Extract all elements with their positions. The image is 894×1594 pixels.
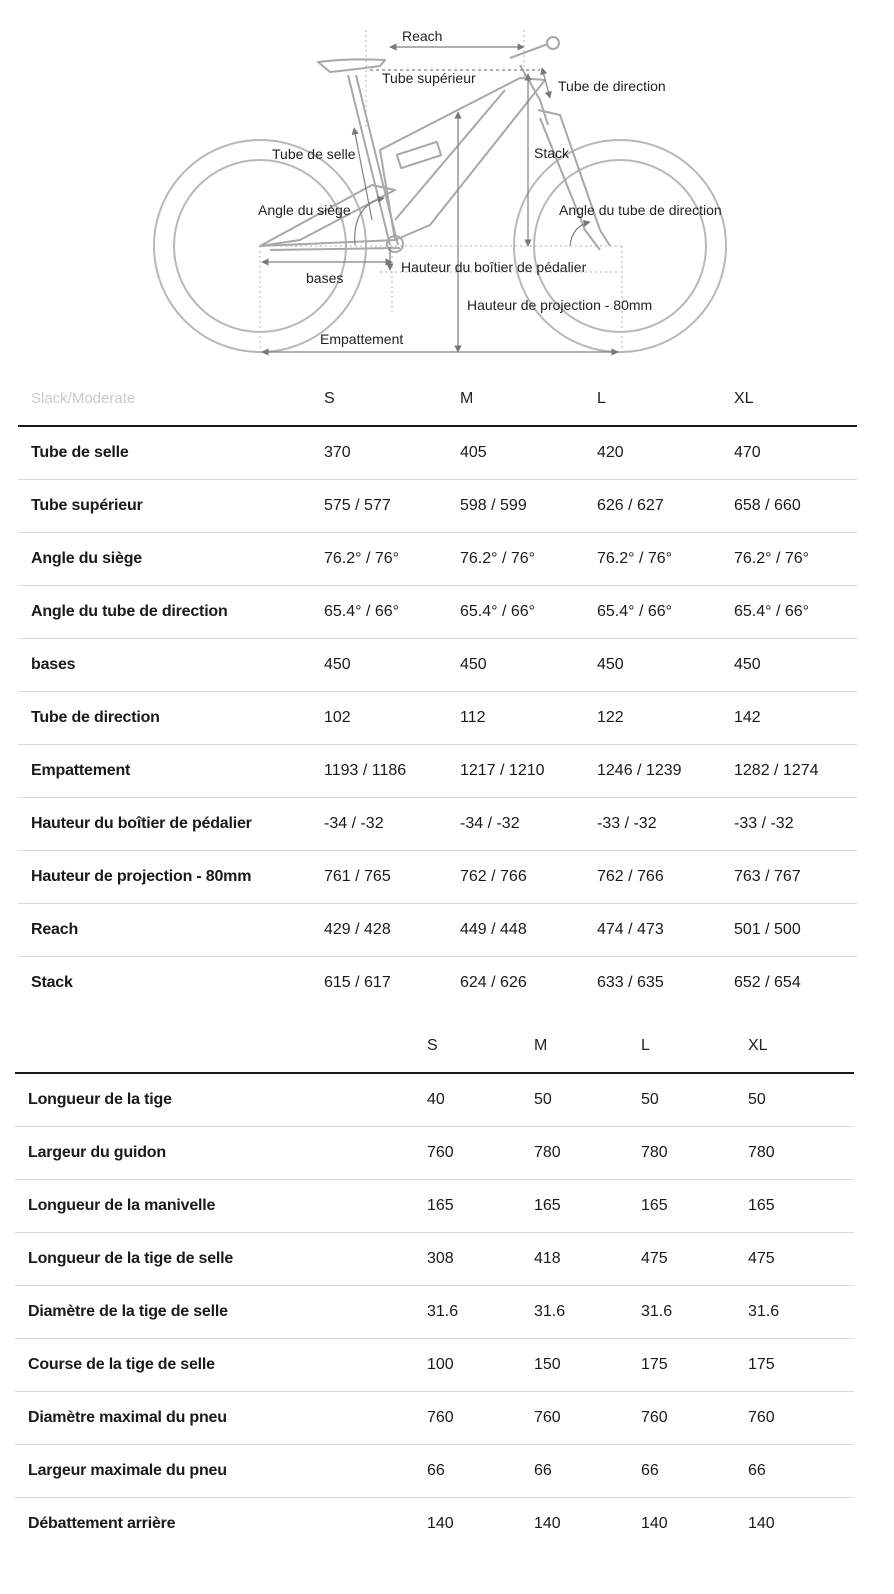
- cell-size-xl: 140: [748, 1514, 775, 1532]
- table-row: [18, 850, 857, 903]
- cell-size-l: 31.6: [641, 1302, 673, 1320]
- table-row: [15, 1126, 854, 1179]
- cell-size-xl: 780: [748, 1143, 775, 1161]
- cell-size-m: 65.4° / 66°: [460, 602, 536, 620]
- cell-size-s: 370: [324, 443, 351, 461]
- components-header-row: [15, 1020, 854, 1073]
- table-row: [18, 479, 857, 532]
- cell-size-s: 429 / 428: [324, 920, 391, 938]
- row-label: Reach: [31, 920, 79, 938]
- label-tube-direction: Tube de direction: [558, 78, 666, 94]
- cell-size-m: 760: [534, 1408, 561, 1426]
- table-row: [15, 1285, 854, 1338]
- row-label: Course de la tige de selle: [28, 1355, 215, 1373]
- table-row: [18, 532, 857, 585]
- table-row: [15, 1391, 854, 1444]
- cell-size-l: 140: [641, 1514, 668, 1532]
- table-row: [18, 585, 857, 638]
- size-header-xl: XL: [748, 1037, 768, 1054]
- table-row: [15, 1073, 854, 1126]
- row-label: Tube supérieur: [31, 496, 143, 514]
- size-header-s: S: [427, 1037, 438, 1054]
- cell-size-l: 165: [641, 1196, 668, 1214]
- cell-size-s: -34 / -32: [324, 814, 384, 832]
- cell-size-xl: 175: [748, 1355, 775, 1373]
- cell-size-m: 31.6: [534, 1302, 566, 1320]
- geometry-corner-label: Slack/Moderate: [31, 390, 136, 407]
- cell-size-l: 66: [641, 1461, 659, 1479]
- label-angle-siege: Angle du siège: [258, 202, 351, 218]
- cell-size-xl: 76.2° / 76°: [734, 549, 810, 567]
- table-row: [18, 426, 857, 479]
- row-label: Largeur maximale du pneu: [28, 1461, 227, 1479]
- label-tube-selle: Tube de selle: [272, 146, 356, 162]
- row-label: Hauteur du boîtier de pédalier: [31, 814, 252, 832]
- cell-size-xl: 50: [748, 1090, 766, 1108]
- size-header-l: L: [641, 1037, 650, 1054]
- table-row: [15, 1497, 854, 1550]
- cell-size-s: 140: [427, 1514, 454, 1532]
- cell-size-l: 50: [641, 1090, 659, 1108]
- label-bases: bases: [306, 270, 344, 286]
- cell-size-m: 780: [534, 1143, 561, 1161]
- cell-size-xl: 760: [748, 1408, 775, 1426]
- cell-size-l: 762 / 766: [597, 867, 664, 885]
- cell-size-s: 615 / 617: [324, 973, 391, 991]
- row-label: Diamètre de la tige de selle: [28, 1302, 228, 1320]
- cell-size-l: 780: [641, 1143, 668, 1161]
- table-row: [18, 797, 857, 850]
- label-hauteur-boitier: Hauteur du boîtier de pédalier: [401, 259, 587, 275]
- cell-size-m: 418: [534, 1249, 561, 1267]
- row-label: Tube de direction: [31, 708, 160, 726]
- cell-size-s: 66: [427, 1461, 445, 1479]
- cell-size-xl: 31.6: [748, 1302, 780, 1320]
- cell-size-xl: 142: [734, 708, 761, 726]
- cell-size-l: 76.2° / 76°: [597, 549, 673, 567]
- cell-size-m: 66: [534, 1461, 552, 1479]
- cell-size-s: 31.6: [427, 1302, 459, 1320]
- geometry-table: [18, 372, 857, 1009]
- components-corner-label: [15, 1020, 427, 1073]
- label-stack: Stack: [534, 145, 570, 161]
- row-label: bases: [31, 655, 76, 673]
- bike-geometry-diagram: [0, 0, 894, 370]
- cell-size-m: 762 / 766: [460, 867, 527, 885]
- label-empattement: Empattement: [320, 331, 404, 347]
- table-row: [15, 1444, 854, 1497]
- cell-size-xl: 475: [748, 1249, 775, 1267]
- cell-size-l: -33 / -32: [597, 814, 657, 832]
- size-header-m: M: [460, 389, 474, 407]
- cell-size-l: 420: [597, 443, 624, 461]
- cell-size-m: 624 / 626: [460, 973, 527, 991]
- cell-size-s: 65.4° / 66°: [324, 602, 400, 620]
- row-label: Angle du tube de direction: [31, 602, 228, 620]
- cell-size-s: 40: [427, 1090, 445, 1108]
- cell-size-s: 100: [427, 1355, 454, 1373]
- cell-size-m: 449 / 448: [460, 920, 527, 938]
- cell-size-xl: 652 / 654: [734, 973, 801, 991]
- cell-size-m: 1217 / 1210: [460, 761, 545, 779]
- geometry-header-row: [18, 372, 857, 426]
- bike-drawing: [0, 0, 894, 370]
- cell-size-s: 760: [427, 1143, 454, 1161]
- row-label: Longueur de la tige: [28, 1090, 172, 1108]
- cell-size-l: 633 / 635: [597, 973, 664, 991]
- cell-size-m: 598 / 599: [460, 496, 527, 514]
- row-label: Diamètre maximal du pneu: [28, 1408, 227, 1426]
- row-label: Stack: [31, 973, 73, 991]
- row-label: Tube de selle: [31, 443, 129, 461]
- cell-size-m: 450: [460, 655, 487, 673]
- components-table: [15, 1020, 854, 1550]
- label-hauteur-projection: Hauteur de projection - 80mm: [467, 297, 653, 313]
- cell-size-l: 122: [597, 708, 624, 726]
- cell-size-xl: 470: [734, 443, 761, 461]
- cell-size-l: 65.4° / 66°: [597, 602, 673, 620]
- cell-size-xl: 66: [748, 1461, 766, 1479]
- cell-size-l: 475: [641, 1249, 668, 1267]
- row-label: Longueur de la tige de selle: [28, 1249, 234, 1267]
- cell-size-xl: 763 / 767: [734, 867, 801, 885]
- table-row: [15, 1338, 854, 1391]
- cell-size-m: 405: [460, 443, 487, 461]
- cell-size-s: 308: [427, 1249, 454, 1267]
- cell-size-m: 140: [534, 1514, 561, 1532]
- size-header-xl: XL: [734, 389, 754, 407]
- label-reach: Reach: [402, 28, 443, 44]
- cell-size-s: 1193 / 1186: [324, 761, 407, 779]
- row-label: Largeur du guidon: [28, 1143, 166, 1161]
- cell-size-l: 626 / 627: [597, 496, 664, 514]
- cell-size-m: 112: [460, 708, 486, 726]
- cell-size-xl: 658 / 660: [734, 496, 801, 514]
- table-row: [18, 903, 857, 956]
- table-row: [18, 638, 857, 691]
- cell-size-s: 575 / 577: [324, 496, 391, 514]
- cell-size-m: 76.2° / 76°: [460, 549, 536, 567]
- size-header-l: L: [597, 389, 606, 407]
- cell-size-m: 150: [534, 1355, 561, 1373]
- cell-size-l: 450: [597, 655, 624, 673]
- cell-size-l: 474 / 473: [597, 920, 664, 938]
- row-label: Débattement arrière: [28, 1514, 176, 1532]
- cell-size-l: 175: [641, 1355, 668, 1373]
- table-row: [18, 744, 857, 797]
- cell-size-xl: -33 / -32: [734, 814, 794, 832]
- table-row: [15, 1232, 854, 1285]
- cell-size-s: 76.2° / 76°: [324, 549, 400, 567]
- cell-size-m: 50: [534, 1090, 552, 1108]
- size-header-m: M: [534, 1037, 548, 1054]
- table-row: [18, 691, 857, 744]
- row-label: Longueur de la manivelle: [28, 1196, 216, 1214]
- label-angle-tube-direction: Angle du tube de direction: [559, 202, 722, 218]
- cell-size-s: 165: [427, 1196, 454, 1214]
- cell-size-m: -34 / -32: [460, 814, 520, 832]
- cell-size-l: 760: [641, 1408, 668, 1426]
- row-label: Hauteur de projection - 80mm: [31, 867, 252, 885]
- cell-size-xl: 165: [748, 1196, 775, 1214]
- cell-size-s: 761 / 765: [324, 867, 391, 885]
- cell-size-l: 1246 / 1239: [597, 761, 682, 779]
- row-label: Angle du siège: [31, 549, 142, 567]
- cell-size-xl: 450: [734, 655, 761, 673]
- row-label: Empattement: [31, 761, 131, 779]
- cell-size-xl: 501 / 500: [734, 920, 801, 938]
- table-row: [15, 1179, 854, 1232]
- cell-size-m: 165: [534, 1196, 561, 1214]
- cell-size-s: 102: [324, 708, 351, 726]
- cell-size-s: 450: [324, 655, 351, 673]
- cell-size-xl: 1282 / 1274: [734, 761, 819, 779]
- table-row: [18, 956, 857, 1009]
- cell-size-s: 760: [427, 1408, 454, 1426]
- size-header-s: S: [324, 389, 335, 407]
- cell-size-xl: 65.4° / 66°: [734, 602, 810, 620]
- label-tube-superieur: Tube supérieur: [382, 70, 476, 86]
